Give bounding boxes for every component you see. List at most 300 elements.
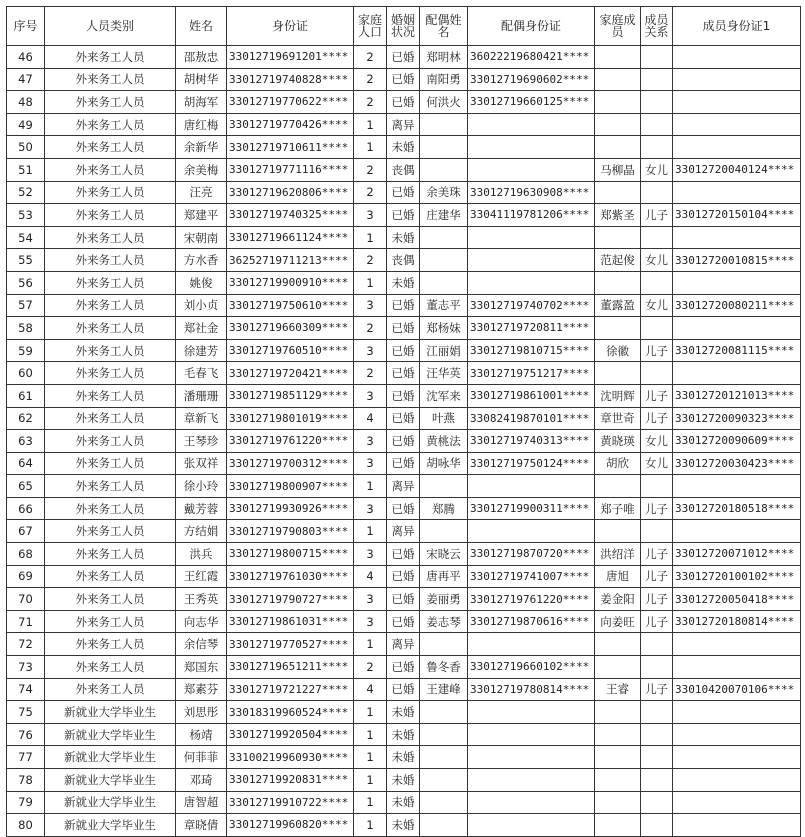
cell-marital-status: 已婚	[387, 339, 420, 362]
cell-marital-status: 已婚	[387, 610, 420, 633]
cell-index: 80	[7, 814, 45, 837]
table-row	[7, 430, 801, 453]
table-row	[7, 565, 801, 588]
table-row	[7, 249, 801, 272]
cell-category: 外来务工人员	[45, 610, 176, 633]
cell-member-relation: 儿子	[641, 610, 673, 633]
cell-id-card: 36252719711213****	[227, 249, 354, 272]
cell-member-relation: 儿子	[641, 204, 673, 227]
cell-category: 新就业大学毕业生	[45, 814, 176, 837]
cell-marital-status: 已婚	[387, 181, 420, 204]
cell-index: 65	[7, 475, 45, 498]
cell-member-id: 33012720050418****	[673, 588, 801, 611]
cell-member-relation	[641, 791, 673, 814]
cell-index: 69	[7, 565, 45, 588]
cell-id-card: 33012719710611****	[227, 136, 354, 159]
header-index: 序号	[7, 7, 45, 46]
cell-family-member: 沈明辉	[595, 384, 641, 407]
cell-index: 48	[7, 91, 45, 114]
cell-spouse-name	[420, 633, 468, 656]
cell-family-member	[595, 656, 641, 679]
cell-name: 宋朝南	[176, 226, 227, 249]
cell-spouse-name	[420, 723, 468, 746]
header-member-relation: 成员关系	[641, 7, 673, 46]
cell-spouse-name: 汪华英	[420, 362, 468, 385]
cell-member-id	[673, 656, 801, 679]
cell-family-size: 2	[354, 158, 387, 181]
cell-index: 77	[7, 746, 45, 769]
table-row	[7, 226, 801, 249]
cell-family-size: 3	[354, 543, 387, 566]
cell-marital-status: 已婚	[387, 452, 420, 475]
cell-name: 余美梅	[176, 158, 227, 181]
cell-family-size: 4	[354, 565, 387, 588]
cell-spouse-id: 33012719861001****	[468, 384, 595, 407]
cell-member-relation	[641, 91, 673, 114]
cell-id-card: 33012719801019****	[227, 407, 354, 430]
table-row	[7, 610, 801, 633]
cell-family-member	[595, 475, 641, 498]
cell-family-member	[595, 701, 641, 724]
cell-index: 58	[7, 317, 45, 340]
cell-index: 76	[7, 723, 45, 746]
cell-member-relation	[641, 362, 673, 385]
cell-id-card: 33012719771116****	[227, 158, 354, 181]
cell-family-size: 2	[354, 46, 387, 69]
cell-member-id	[673, 701, 801, 724]
cell-name: 余信琴	[176, 633, 227, 656]
cell-name: 汪亮	[176, 181, 227, 204]
header-id-card: 身份证	[227, 7, 354, 46]
cell-family-size: 1	[354, 769, 387, 792]
cell-id-card: 33012719960820****	[227, 814, 354, 837]
table-row	[7, 678, 801, 701]
cell-spouse-name	[420, 791, 468, 814]
cell-spouse-id: 33012719870616****	[468, 610, 595, 633]
cell-family-member: 黄晓瑛	[595, 430, 641, 453]
cell-marital-status: 已婚	[387, 317, 420, 340]
cell-name: 胡树华	[176, 68, 227, 91]
cell-id-card: 33012719740325****	[227, 204, 354, 227]
cell-name: 姚俊	[176, 271, 227, 294]
cell-family-size: 2	[354, 249, 387, 272]
cell-member-relation	[641, 746, 673, 769]
cell-member-id	[673, 226, 801, 249]
cell-name: 章新飞	[176, 407, 227, 430]
cell-id-card: 33012719651211****	[227, 656, 354, 679]
cell-spouse-id	[468, 701, 595, 724]
cell-spouse-name	[420, 136, 468, 159]
cell-member-relation: 儿子	[641, 678, 673, 701]
cell-name: 余新华	[176, 136, 227, 159]
cell-marital-status: 已婚	[387, 588, 420, 611]
cell-category: 外来务工人员	[45, 68, 176, 91]
cell-index: 46	[7, 46, 45, 69]
cell-id-card: 33012719770622****	[227, 91, 354, 114]
cell-id-card: 33100219960930****	[227, 746, 354, 769]
cell-index: 64	[7, 452, 45, 475]
cell-family-size: 3	[354, 452, 387, 475]
cell-id-card: 33012719770527****	[227, 633, 354, 656]
table-row	[7, 475, 801, 498]
cell-spouse-id: 33012719761220****	[468, 588, 595, 611]
cell-member-relation	[641, 814, 673, 837]
cell-member-relation	[641, 475, 673, 498]
cell-name: 张双祥	[176, 452, 227, 475]
cell-name: 邵敖忠	[176, 46, 227, 69]
cell-category: 外来务工人员	[45, 520, 176, 543]
cell-family-member: 范起俊	[595, 249, 641, 272]
cell-name: 潘珊珊	[176, 384, 227, 407]
cell-spouse-id: 33012719660102****	[468, 656, 595, 679]
cell-name: 王琴珍	[176, 430, 227, 453]
cell-name: 郑社金	[176, 317, 227, 340]
cell-family-member	[595, 633, 641, 656]
cell-spouse-name	[420, 226, 468, 249]
cell-member-relation	[641, 226, 673, 249]
cell-member-id	[673, 181, 801, 204]
cell-category: 外来务工人员	[45, 317, 176, 340]
cell-spouse-name: 郑腾	[420, 497, 468, 520]
cell-index: 55	[7, 249, 45, 272]
table-body	[7, 46, 801, 837]
cell-spouse-id	[468, 520, 595, 543]
cell-category: 新就业大学毕业生	[45, 791, 176, 814]
cell-member-id	[673, 520, 801, 543]
cell-category: 外来务工人员	[45, 497, 176, 520]
cell-member-relation: 女儿	[641, 430, 673, 453]
cell-member-id: 33012720080211****	[673, 294, 801, 317]
cell-member-relation	[641, 181, 673, 204]
table-row	[7, 543, 801, 566]
cell-member-id	[673, 317, 801, 340]
cell-family-size: 1	[354, 814, 387, 837]
cell-family-size: 2	[354, 656, 387, 679]
cell-spouse-name	[420, 158, 468, 181]
cell-id-card: 33012719760510****	[227, 339, 354, 362]
cell-spouse-id: 36022219680421****	[468, 46, 595, 69]
cell-name: 唐智超	[176, 791, 227, 814]
cell-family-size: 3	[354, 384, 387, 407]
cell-index: 71	[7, 610, 45, 633]
cell-id-card: 33012719861031****	[227, 610, 354, 633]
cell-family-member: 唐旭	[595, 565, 641, 588]
cell-family-size: 1	[354, 226, 387, 249]
cell-index: 68	[7, 543, 45, 566]
cell-member-id: 33012720121013****	[673, 384, 801, 407]
cell-id-card: 33012719620806****	[227, 181, 354, 204]
cell-member-id: 33010420070106****	[673, 678, 801, 701]
cell-spouse-id	[468, 113, 595, 136]
cell-member-relation	[641, 136, 673, 159]
cell-spouse-id: 33012719751217****	[468, 362, 595, 385]
cell-spouse-id: 33012719780814****	[468, 678, 595, 701]
cell-name: 洪兵	[176, 543, 227, 566]
cell-family-member	[595, 136, 641, 159]
cell-family-member	[595, 226, 641, 249]
cell-family-member: 郑子唯	[595, 497, 641, 520]
table-row	[7, 339, 801, 362]
cell-marital-status: 已婚	[387, 362, 420, 385]
cell-spouse-id	[468, 158, 595, 181]
table-row	[7, 317, 801, 340]
cell-id-card: 33012719660309****	[227, 317, 354, 340]
cell-name: 刘小贞	[176, 294, 227, 317]
table-row	[7, 814, 801, 837]
cell-id-card: 33012719661124****	[227, 226, 354, 249]
cell-member-relation	[641, 317, 673, 340]
cell-member-relation: 女儿	[641, 249, 673, 272]
table-row	[7, 91, 801, 114]
cell-category: 外来务工人员	[45, 678, 176, 701]
cell-spouse-id: 33082419870101****	[468, 407, 595, 430]
cell-member-relation: 儿子	[641, 407, 673, 430]
cell-name: 杨靖	[176, 723, 227, 746]
header-spouse-name: 配偶姓名	[420, 7, 468, 46]
table-wrapper	[6, 6, 801, 837]
cell-member-id: 33012720081115****	[673, 339, 801, 362]
cell-index: 51	[7, 158, 45, 181]
cell-family-member: 徐徽	[595, 339, 641, 362]
cell-category: 新就业大学毕业生	[45, 701, 176, 724]
cell-family-size: 4	[354, 407, 387, 430]
cell-marital-status: 已婚	[387, 565, 420, 588]
cell-spouse-id: 33012719870720****	[468, 543, 595, 566]
cell-member-id	[673, 633, 801, 656]
cell-spouse-name: 郑杨妹	[420, 317, 468, 340]
cell-index: 53	[7, 204, 45, 227]
cell-id-card: 33012719721227****	[227, 678, 354, 701]
table-row	[7, 452, 801, 475]
cell-spouse-name: 宋晓云	[420, 543, 468, 566]
cell-category: 外来务工人员	[45, 226, 176, 249]
header-category: 人员类别	[45, 7, 176, 46]
cell-spouse-name	[420, 769, 468, 792]
cell-name: 郑素芬	[176, 678, 227, 701]
cell-spouse-name: 何洪火	[420, 91, 468, 114]
cell-member-relation: 儿子	[641, 497, 673, 520]
cell-category: 外来务工人员	[45, 452, 176, 475]
cell-category: 外来务工人员	[45, 294, 176, 317]
cell-name: 戴芳蓉	[176, 497, 227, 520]
table-row	[7, 497, 801, 520]
cell-spouse-id	[468, 769, 595, 792]
header-member-id: 成员身份证1	[673, 7, 801, 46]
header-row	[7, 7, 801, 46]
cell-spouse-name: 郑明林	[420, 46, 468, 69]
cell-category: 外来务工人员	[45, 384, 176, 407]
cell-spouse-id	[468, 136, 595, 159]
cell-member-id: 33012720090609****	[673, 430, 801, 453]
table-row	[7, 271, 801, 294]
cell-name: 徐小玲	[176, 475, 227, 498]
cell-family-size: 1	[354, 746, 387, 769]
cell-spouse-id: 33012719741007****	[468, 565, 595, 588]
cell-family-size: 1	[354, 475, 387, 498]
cell-marital-status: 已婚	[387, 294, 420, 317]
cell-index: 70	[7, 588, 45, 611]
cell-member-id: 33012720010815****	[673, 249, 801, 272]
cell-member-relation: 儿子	[641, 339, 673, 362]
cell-member-relation: 儿子	[641, 588, 673, 611]
cell-marital-status: 已婚	[387, 407, 420, 430]
cell-id-card: 33012719700312****	[227, 452, 354, 475]
cell-id-card: 33012719920831****	[227, 769, 354, 792]
cell-category: 新就业大学毕业生	[45, 769, 176, 792]
cell-name: 邓琦	[176, 769, 227, 792]
cell-category: 外来务工人员	[45, 271, 176, 294]
cell-spouse-name: 唐再平	[420, 565, 468, 588]
cell-spouse-name	[420, 520, 468, 543]
table-row	[7, 588, 801, 611]
personnel-table	[6, 6, 801, 837]
cell-family-member: 马柳晶	[595, 158, 641, 181]
cell-member-id	[673, 362, 801, 385]
cell-family-size: 2	[354, 317, 387, 340]
cell-member-relation	[641, 769, 673, 792]
cell-spouse-name: 王建峰	[420, 678, 468, 701]
table-row	[7, 656, 801, 679]
cell-marital-status: 已婚	[387, 68, 420, 91]
cell-spouse-name	[420, 113, 468, 136]
cell-member-id	[673, 769, 801, 792]
cell-family-size: 2	[354, 181, 387, 204]
cell-family-size: 1	[354, 791, 387, 814]
cell-member-id: 33012720090323****	[673, 407, 801, 430]
cell-marital-status: 已婚	[387, 46, 420, 69]
cell-index: 52	[7, 181, 45, 204]
cell-member-id: 33012720040124****	[673, 158, 801, 181]
cell-id-card: 33012719770426****	[227, 113, 354, 136]
table-row	[7, 633, 801, 656]
cell-family-size: 3	[354, 339, 387, 362]
cell-member-id	[673, 475, 801, 498]
cell-marital-status: 离异	[387, 475, 420, 498]
cell-index: 79	[7, 791, 45, 814]
cell-spouse-name: 董志平	[420, 294, 468, 317]
cell-spouse-name	[420, 814, 468, 837]
cell-family-member	[595, 362, 641, 385]
cell-category: 外来务工人员	[45, 339, 176, 362]
cell-spouse-id: 33012719690602****	[468, 68, 595, 91]
cell-member-relation	[641, 271, 673, 294]
cell-spouse-name	[420, 271, 468, 294]
cell-marital-status: 已婚	[387, 543, 420, 566]
table-row	[7, 68, 801, 91]
cell-category: 外来务工人员	[45, 113, 176, 136]
table-row	[7, 384, 801, 407]
cell-member-id	[673, 46, 801, 69]
cell-member-id	[673, 271, 801, 294]
cell-name: 向志华	[176, 610, 227, 633]
cell-name: 郑建平	[176, 204, 227, 227]
cell-spouse-id	[468, 475, 595, 498]
cell-family-member	[595, 68, 641, 91]
cell-spouse-id: 33012719900311****	[468, 497, 595, 520]
cell-marital-status: 未婚	[387, 723, 420, 746]
cell-family-size: 1	[354, 723, 387, 746]
cell-index: 61	[7, 384, 45, 407]
cell-family-member	[595, 791, 641, 814]
cell-id-card: 33012719750610****	[227, 294, 354, 317]
cell-family-member	[595, 814, 641, 837]
cell-spouse-id: 33012719660125****	[468, 91, 595, 114]
cell-name: 毛春飞	[176, 362, 227, 385]
table-row	[7, 113, 801, 136]
cell-index: 59	[7, 339, 45, 362]
cell-id-card: 33012719790727****	[227, 588, 354, 611]
cell-spouse-id: 33012719720811****	[468, 317, 595, 340]
cell-marital-status: 已婚	[387, 384, 420, 407]
cell-id-card: 33012719920504****	[227, 723, 354, 746]
cell-member-relation	[641, 113, 673, 136]
cell-family-member	[595, 520, 641, 543]
cell-member-relation: 女儿	[641, 294, 673, 317]
cell-index: 57	[7, 294, 45, 317]
cell-category: 外来务工人员	[45, 204, 176, 227]
cell-index: 56	[7, 271, 45, 294]
cell-index: 50	[7, 136, 45, 159]
cell-category: 外来务工人员	[45, 475, 176, 498]
cell-family-member	[595, 113, 641, 136]
cell-family-member	[595, 271, 641, 294]
cell-member-relation: 儿子	[641, 543, 673, 566]
cell-family-size: 2	[354, 91, 387, 114]
cell-marital-status: 已婚	[387, 204, 420, 227]
cell-index: 78	[7, 769, 45, 792]
cell-spouse-name: 江丽娟	[420, 339, 468, 362]
cell-spouse-name	[420, 249, 468, 272]
cell-family-size: 2	[354, 362, 387, 385]
cell-member-id	[673, 746, 801, 769]
cell-marital-status: 离异	[387, 633, 420, 656]
cell-name: 何菲菲	[176, 746, 227, 769]
cell-member-relation	[641, 656, 673, 679]
cell-spouse-id: 33012719740702****	[468, 294, 595, 317]
cell-spouse-id	[468, 814, 595, 837]
cell-id-card: 33012719851129****	[227, 384, 354, 407]
cell-index: 49	[7, 113, 45, 136]
cell-member-id	[673, 68, 801, 91]
cell-family-member: 洪绍洋	[595, 543, 641, 566]
cell-family-size: 3	[354, 610, 387, 633]
cell-marital-status: 未婚	[387, 814, 420, 837]
cell-spouse-name	[420, 701, 468, 724]
cell-name: 郑国东	[176, 656, 227, 679]
cell-id-card: 33012719800715****	[227, 543, 354, 566]
cell-category: 外来务工人员	[45, 656, 176, 679]
cell-marital-status: 已婚	[387, 656, 420, 679]
cell-member-relation	[641, 520, 673, 543]
table-row	[7, 204, 801, 227]
cell-name: 王秀英	[176, 588, 227, 611]
cell-index: 60	[7, 362, 45, 385]
cell-name: 章晓倩	[176, 814, 227, 837]
cell-spouse-name: 姜丽勇	[420, 588, 468, 611]
table-row	[7, 362, 801, 385]
cell-spouse-name	[420, 475, 468, 498]
cell-member-id	[673, 814, 801, 837]
cell-member-id	[673, 113, 801, 136]
cell-family-size: 3	[354, 294, 387, 317]
cell-marital-status: 未婚	[387, 136, 420, 159]
cell-name: 王红霞	[176, 565, 227, 588]
cell-marital-status: 未婚	[387, 769, 420, 792]
cell-family-member	[595, 181, 641, 204]
cell-family-member: 郑紫圣	[595, 204, 641, 227]
cell-spouse-id	[468, 633, 595, 656]
cell-member-relation: 女儿	[641, 158, 673, 181]
